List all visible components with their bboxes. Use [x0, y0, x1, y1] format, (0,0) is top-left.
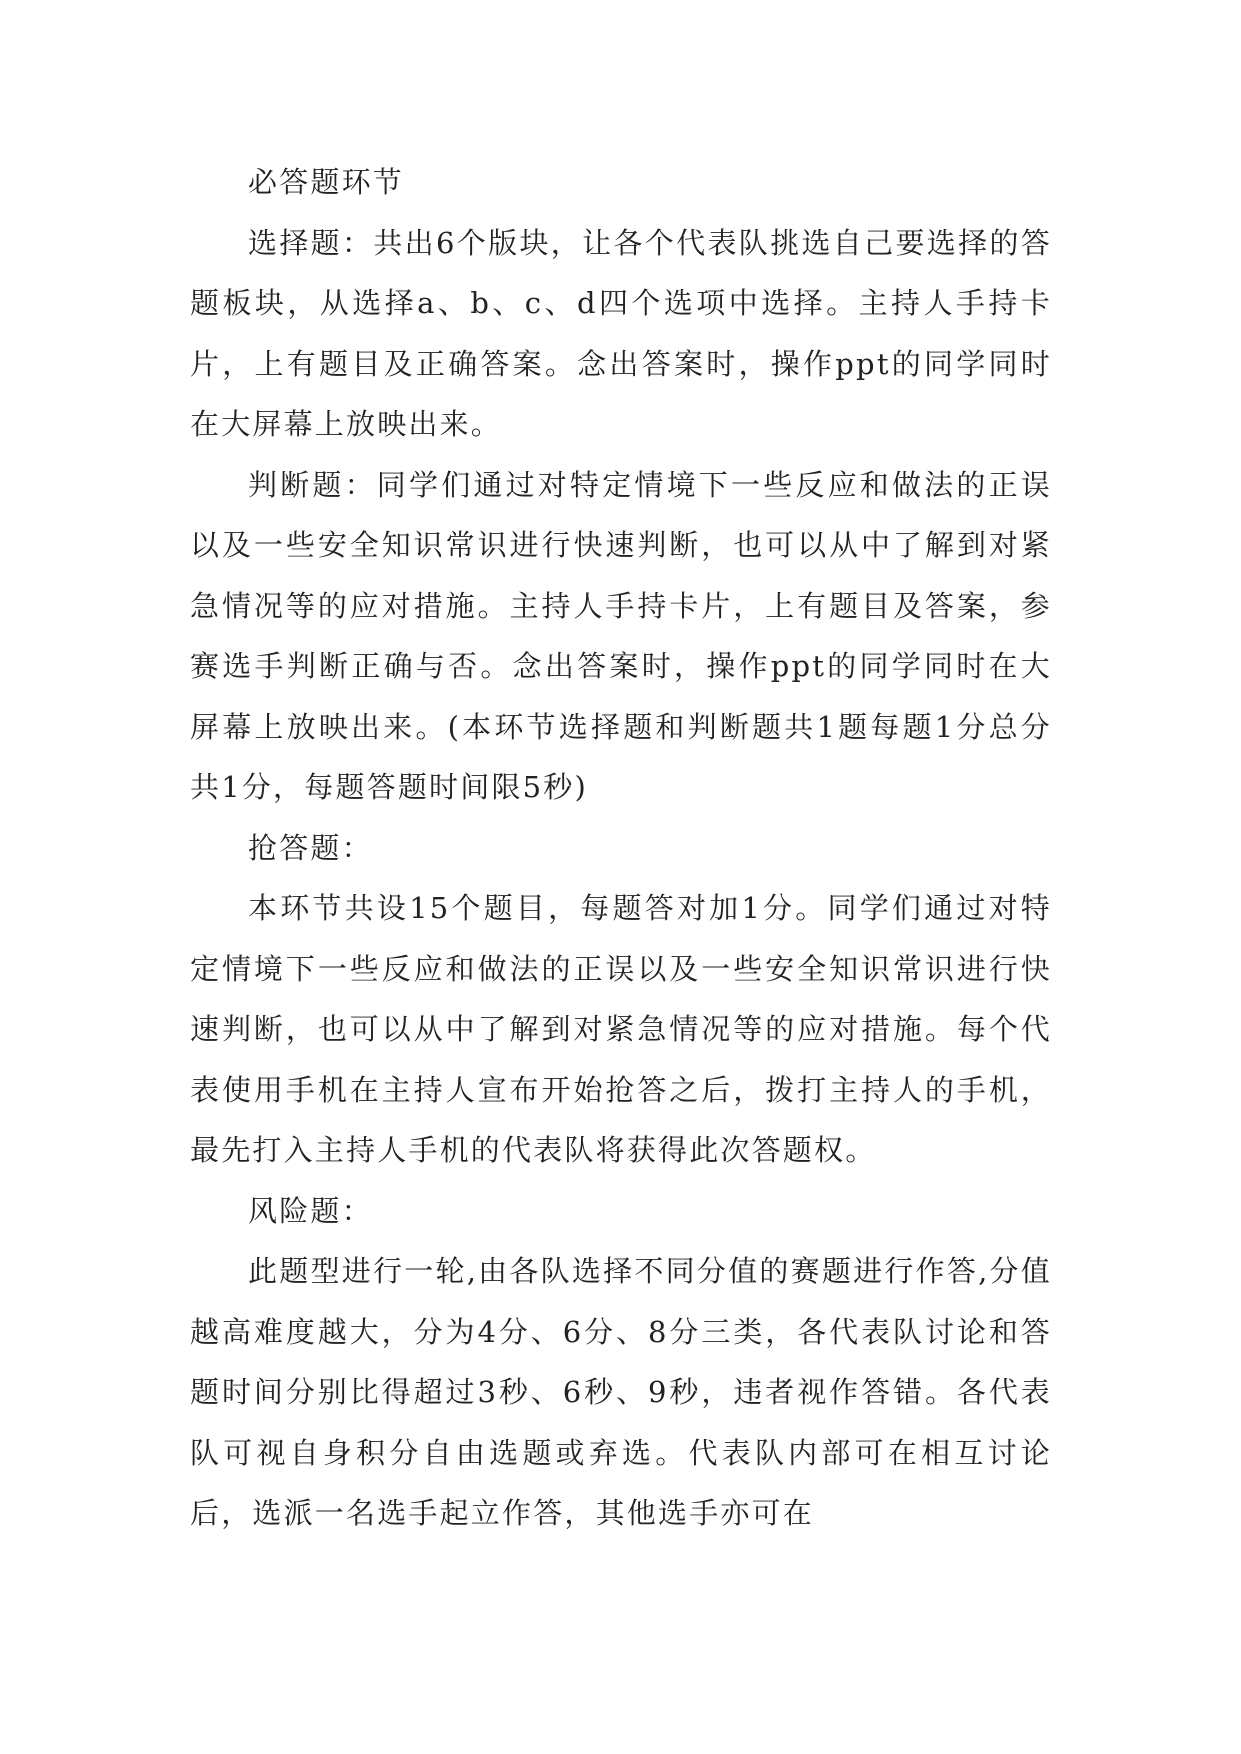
document-body	[190, 152, 1052, 1544]
heading-risk-questions: 风险题：	[248, 1193, 373, 1228]
paragraph-risk-questions: 此题型进行一轮,由各队选择不同分值的赛题进行作答,分值越高难度越大，分为4分、6分、8分三类，各代表队讨论和答题时间分别比得超过3秒、6秒、9秒，违者视作答错。各代表队可视自身积分自由选题或弃选。代表队内部可在相互讨论后，选派一名选手起立作答，其他选手亦可在	[190, 1254, 1052, 1530]
paragraph-quick-response: 本环节共设15个题目，每题答对加1分。同学们通过对特定情境下一些反应和做法的正误以及一些安全知识常识进行快速判断，也可以从中了解到对紧急情况等的应对措施。每个代表使用手机在主持人宣布开始抢答之后，拨打主持人的手机，最先打入主持人手机的代表队将获得此次答题权。	[190, 891, 1052, 1167]
paragraph-multiple-choice: 选择题：共出6个版块，让各个代表队挑选自己要选择的答题板块，从选择a、b、c、d四个选项中选择。主持人手持卡片，上有题目及正确答案。念出答案时，操作ppt的同学同时在大屏幕上放映出来。	[190, 225, 1052, 441]
paragraph-true-false: 判断题：同学们通过对特定情境下一些反应和做法的正误以及一些安全知识常识进行快速判断，也可以从中了解到对紧急情况等的应对措施。主持人手持卡片，上有题目及答案，参赛选手判断正确与否。念出答案时，操作ppt的同学同时在大屏幕上放映出来。(本环节选择题和判断题共1题每题1分总分共1分，每题答题时间限5秒)	[190, 467, 1052, 804]
section-heading-required-questions: 必答题环节	[248, 165, 405, 199]
heading-quick-response: 抢答题：	[248, 830, 373, 865]
